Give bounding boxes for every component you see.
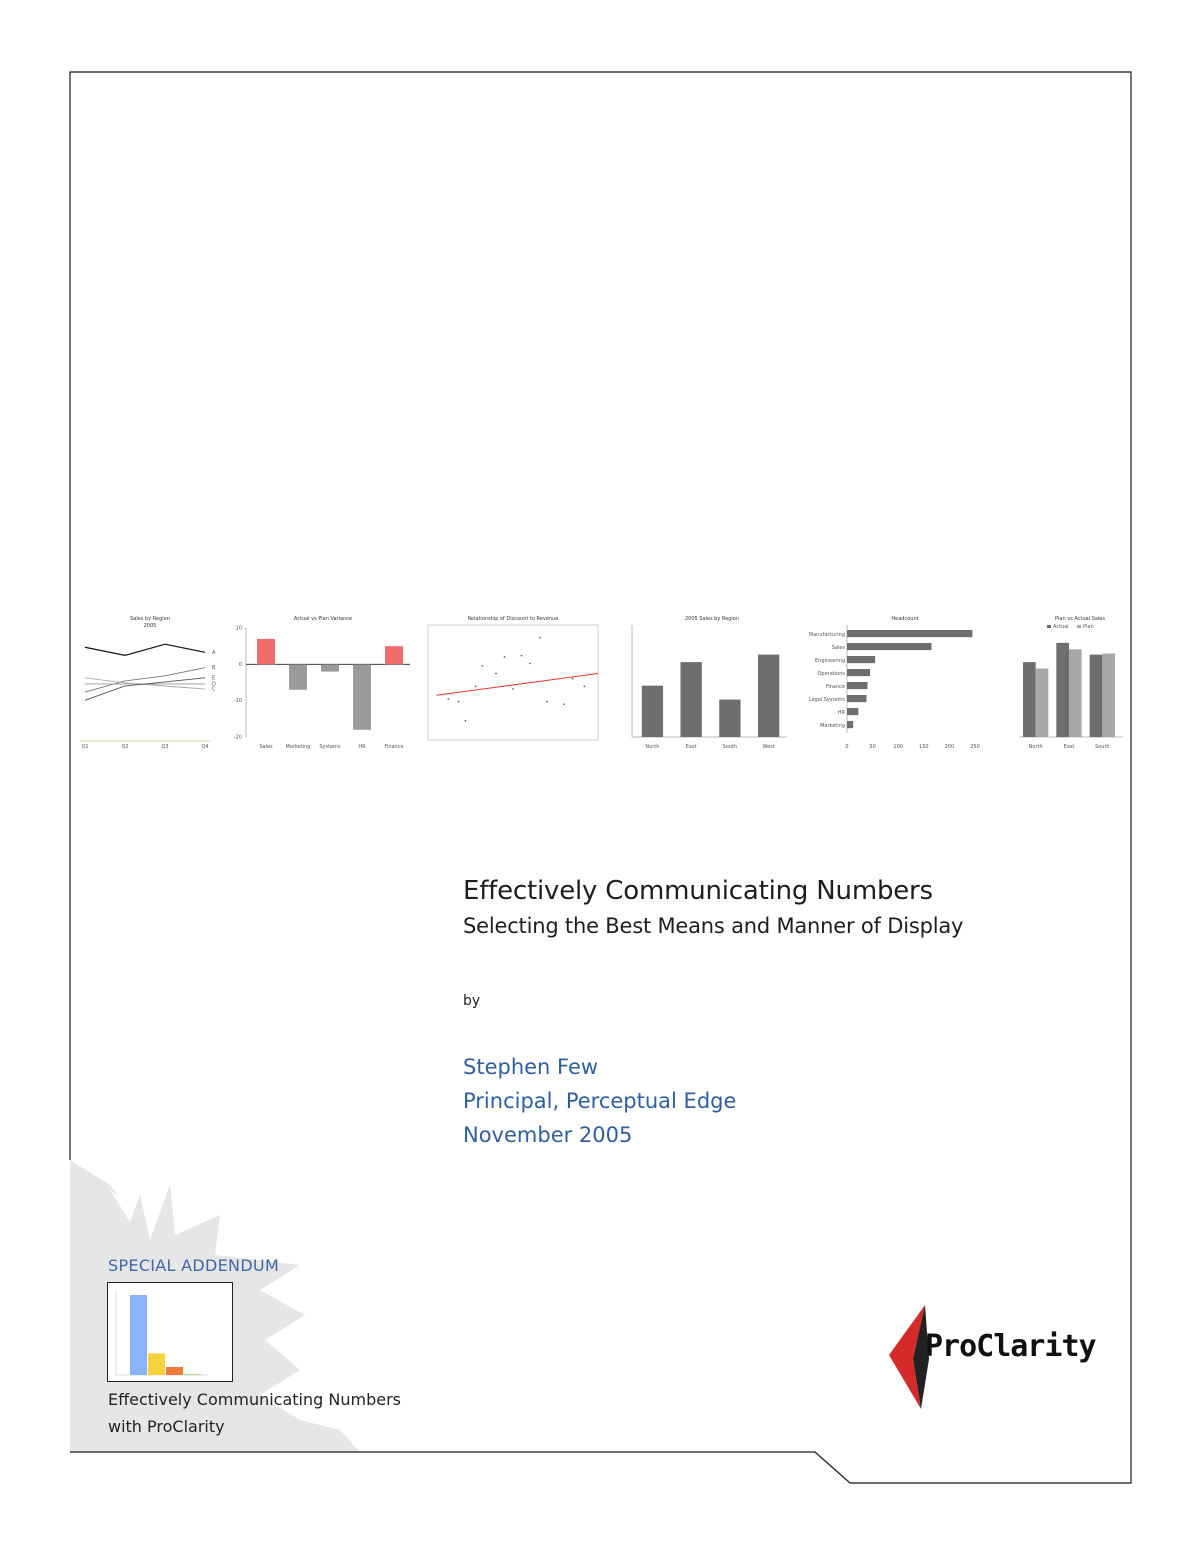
title-block <box>463 876 1143 938</box>
author-role: Principal, Perceptual Edge <box>463 1089 737 1113</box>
scatter-point <box>546 701 548 703</box>
scatter-point <box>584 685 586 687</box>
legend-swatch-plan <box>1077 625 1081 628</box>
scatter-point <box>539 637 541 639</box>
series-label: B <box>212 665 216 672</box>
x-tick-label: North <box>645 744 660 750</box>
scatter-point <box>482 665 484 667</box>
x-tick-label: East <box>685 744 697 750</box>
bar <box>847 656 875 663</box>
trend-line <box>437 674 599 696</box>
x-tick-label: 50 <box>869 744 876 750</box>
x-tick-label: 100 <box>893 744 903 750</box>
bar <box>353 664 371 729</box>
headcount-chart-svg <box>805 610 985 755</box>
chart-title: Headcount <box>891 616 919 622</box>
thumbnail-plan-actual-chart <box>985 610 1123 755</box>
chart-title: Actual vs Plan Variance <box>293 616 353 622</box>
x-tick-label: Finance <box>384 744 404 750</box>
bar <box>1069 649 1082 737</box>
proclarity-logo <box>885 1303 1096 1413</box>
addendum-caption-line2: with ProClarity <box>108 1417 225 1436</box>
x-tick-label: West <box>762 744 775 750</box>
legend-actual: Actual <box>1053 624 1069 630</box>
bar <box>257 639 275 664</box>
bar <box>1056 643 1069 737</box>
scatter-chart-svg <box>418 610 604 755</box>
y-tick-label: -10 <box>233 698 242 705</box>
by-label: by <box>463 993 481 1009</box>
bar <box>847 695 866 702</box>
x-tick-label: North <box>1028 744 1043 750</box>
bar <box>642 686 663 737</box>
x-tick-label: 0 <box>845 744 849 750</box>
x-tick-label: Systems <box>319 744 341 750</box>
bar <box>758 655 779 737</box>
scatter-point <box>504 656 506 658</box>
chart-title: 2005 Sales by Region <box>684 616 740 622</box>
chart-title: Relationship of Discount to Revenue <box>467 616 559 622</box>
chart-subtitle: 2005 <box>143 623 157 629</box>
bar <box>847 708 858 715</box>
bar <box>1090 655 1103 737</box>
bar <box>847 721 853 728</box>
publication-date: November 2005 <box>463 1123 633 1147</box>
legend-plan: Plan <box>1083 624 1094 630</box>
bar <box>385 646 403 664</box>
addendum-chart-svg <box>108 1283 232 1381</box>
series-label: C <box>212 686 216 693</box>
bar <box>681 662 702 737</box>
scatter-point <box>495 673 497 675</box>
proclarity-wordmark: ProClarity <box>925 1329 1096 1364</box>
x-tick-label: 200 <box>944 744 955 750</box>
bar <box>289 664 307 689</box>
x-tick-label: 250 <box>970 744 980 750</box>
x-tick-label: Sales <box>259 744 273 750</box>
addendum-caption-line1: Effectively Communicating Numbers <box>108 1390 401 1409</box>
scatter-point <box>521 655 523 657</box>
bar <box>166 1367 183 1375</box>
bar <box>1023 662 1036 737</box>
thumbnail-region-chart <box>612 610 792 755</box>
x-tick-label: HR <box>358 744 366 750</box>
scatter-point <box>529 662 531 664</box>
bar <box>719 700 740 737</box>
scatter-point <box>572 678 574 680</box>
bar <box>847 669 870 676</box>
author-name: Stephen Few <box>463 1055 599 1079</box>
chart-title: Sales by Region <box>130 616 170 622</box>
region-chart-svg <box>612 610 792 755</box>
line-chart-svg <box>80 610 220 755</box>
addendum-label: SPECIAL ADDENDUM <box>108 1256 280 1275</box>
bar <box>184 1374 201 1375</box>
bar <box>1102 654 1115 737</box>
y-tick-label: Manufacturing <box>808 631 845 638</box>
scatter-point <box>563 703 565 705</box>
x-tick-label: Marketing <box>285 744 311 750</box>
plan-actual-chart-svg <box>985 610 1123 755</box>
series-label: E <box>212 675 216 682</box>
bar <box>847 643 931 650</box>
y-tick-label: 0 <box>238 661 242 668</box>
thumbnail-line-chart <box>80 610 220 755</box>
y-tick-label: Marketing <box>820 722 845 729</box>
series-line <box>85 678 205 700</box>
y-tick-label: Engineering <box>815 657 845 664</box>
x-tick-label: Q1 <box>81 744 89 750</box>
legend-swatch-actual <box>1047 625 1051 628</box>
plot-area <box>428 625 598 740</box>
series-label: D <box>212 681 216 688</box>
scatter-point <box>448 698 450 700</box>
series-label: A <box>212 649 216 656</box>
bar <box>847 630 972 637</box>
y-tick-label: 10 <box>235 625 242 632</box>
thumbnail-scatter-chart <box>418 610 604 755</box>
scatter-point <box>465 720 467 722</box>
series-line <box>85 644 205 655</box>
y-tick-label: Operations <box>817 670 845 677</box>
x-tick-label: South <box>1095 744 1110 750</box>
y-tick-label: -20 <box>233 734 242 741</box>
addendum-caption <box>108 1386 401 1440</box>
y-tick-label: Sales <box>831 644 845 651</box>
bar <box>321 664 339 671</box>
variance-chart-svg <box>228 610 410 755</box>
x-tick-label: Q3 <box>161 744 169 750</box>
scatter-point <box>512 688 514 690</box>
bar <box>1036 669 1049 737</box>
thumbnail-variance-chart <box>228 610 410 755</box>
scatter-point <box>475 685 477 687</box>
y-tick-label: Finance <box>825 683 845 690</box>
x-tick-label: Q4 <box>201 744 209 750</box>
x-tick-label: East <box>1063 744 1075 750</box>
y-tick-label: HR <box>837 709 845 716</box>
scatter-point <box>458 701 460 703</box>
y-tick-label: Legal Systems <box>808 696 845 703</box>
author-block <box>463 1050 736 1152</box>
chart-title: Plan vs Actual Sales <box>1055 616 1105 622</box>
thumbnail-headcount-chart <box>805 610 985 755</box>
x-tick-label: Q2 <box>121 744 129 750</box>
x-tick-label: South <box>722 744 738 750</box>
bar <box>148 1353 165 1375</box>
document-title: Effectively Communicating Numbers <box>463 876 933 906</box>
x-tick-label: 150 <box>919 744 929 750</box>
addendum-thumbnail[interactable] <box>107 1282 233 1382</box>
bar <box>847 682 867 689</box>
document-subtitle: Selecting the Best Means and Manner of Display <box>463 914 964 938</box>
bar <box>130 1295 147 1375</box>
